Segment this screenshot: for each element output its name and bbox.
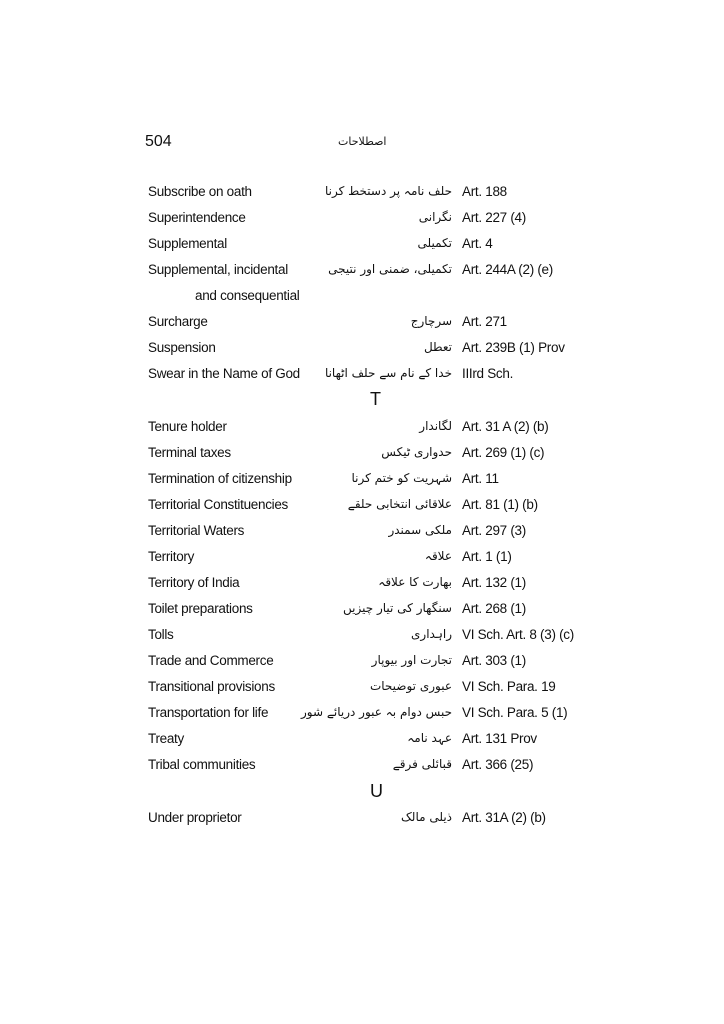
glossary-row	[0, 627, 724, 647]
urdu-term: تکمیلی، ضمنی اور نتیجی	[328, 262, 452, 276]
english-term: Supplemental, incidental	[148, 262, 288, 277]
glossary-row	[0, 471, 724, 491]
page-heading: اصطلاحات	[338, 135, 387, 148]
article-reference: Art. 269 (1) (c)	[462, 445, 545, 460]
urdu-term: عہد نامہ	[407, 731, 452, 745]
glossary-row	[0, 731, 724, 751]
glossary-row	[0, 810, 724, 830]
article-reference: Art. 1 (1)	[462, 549, 512, 564]
article-reference: Art. 303 (1)	[462, 653, 526, 668]
urdu-term: علاقہ	[424, 549, 452, 563]
glossary-row	[0, 497, 724, 517]
glossary-row	[0, 679, 724, 699]
article-reference: Art. 227 (4)	[462, 210, 526, 225]
english-term: Trade and Commerce	[148, 653, 274, 668]
english-term: Suspension	[148, 340, 216, 355]
article-reference: IIIrd Sch.	[462, 366, 514, 381]
english-term: Territorial Waters	[148, 523, 245, 538]
article-reference: Art. 131 Prov	[462, 731, 537, 746]
urdu-term: سرچارج	[410, 314, 452, 328]
glossary-row	[0, 601, 724, 621]
article-reference: Art. 244A (2) (e)	[462, 262, 553, 277]
english-term: Tribal communities	[148, 757, 256, 772]
article-reference: Art. 4	[462, 236, 493, 251]
urdu-term: سنگھار کی تیار چیزیں	[343, 601, 452, 615]
article-reference: Art. 268 (1)	[462, 601, 526, 616]
english-term: Superintendence	[148, 210, 246, 225]
article-reference: VI Sch. Art. 8 (3) (c)	[462, 627, 574, 642]
article-reference: Art. 297 (3)	[462, 523, 526, 538]
glossary-row	[0, 210, 724, 230]
glossary-row	[0, 366, 724, 386]
article-reference: Art. 239B (1) Prov	[462, 340, 565, 355]
urdu-term: لگاندار	[419, 419, 452, 433]
urdu-term: ذیلی مالک	[401, 810, 452, 824]
english-term: Treaty	[148, 731, 184, 746]
urdu-term: حدواری ٹیکس	[381, 445, 452, 459]
article-reference: Art. 11	[462, 471, 499, 486]
glossary-row	[0, 340, 724, 360]
english-term: Surcharge	[148, 314, 208, 329]
article-reference: Art. 31A (2) (b)	[462, 810, 546, 825]
urdu-term: حبس دوام بہ عبور دریائے شور	[300, 705, 452, 719]
english-term: and consequential	[195, 288, 300, 303]
article-reference: Art. 366 (25)	[462, 757, 534, 772]
english-term: Territory of India	[148, 575, 240, 590]
urdu-term: تجارت اور بیوپار	[371, 653, 452, 667]
article-reference: Art. 132 (1)	[462, 575, 526, 590]
english-term: Tenure holder	[148, 419, 227, 434]
english-term: Toilet preparations	[148, 601, 253, 616]
glossary-row	[0, 314, 724, 334]
article-reference: VI Sch. Para. 19	[462, 679, 556, 694]
english-term: Tolls	[148, 627, 174, 642]
section-letter: T	[370, 389, 381, 409]
glossary-row	[0, 419, 724, 439]
urdu-term: خدا کے نام سے حلف اٹھانا	[324, 366, 452, 380]
glossary-row	[0, 705, 724, 725]
urdu-term: تعطل	[423, 340, 452, 354]
glossary-row	[0, 549, 724, 569]
english-term: Territorial Constituencies	[148, 497, 289, 512]
english-term: Transportation for life	[148, 705, 269, 720]
urdu-term: عبوری توضیحات	[369, 679, 452, 693]
english-term: Swear in the Name of God	[148, 366, 300, 381]
english-term: Termination of citizenship	[148, 471, 292, 486]
article-reference: Art. 271	[462, 314, 507, 329]
urdu-term: راہداری	[411, 627, 452, 641]
article-reference: Art. 31 A (2) (b)	[462, 419, 549, 434]
english-term: Subscribe on oath	[148, 184, 252, 199]
english-term: Terminal taxes	[148, 445, 231, 460]
glossary-row	[0, 523, 724, 543]
english-term: Territory	[148, 549, 195, 564]
glossary-row	[0, 445, 724, 465]
glossary-row	[0, 288, 724, 308]
urdu-term: ملکی سمندر	[388, 523, 452, 537]
page-number: 504	[145, 133, 172, 150]
glossary-row	[0, 757, 724, 777]
glossary-row	[0, 653, 724, 673]
article-reference: VI Sch. Para. 5 (1)	[462, 705, 568, 720]
urdu-term: شہریت کو ختم کرنا	[351, 471, 452, 485]
glossary-row	[0, 262, 724, 282]
glossary-row	[0, 184, 724, 204]
urdu-term: تکمیلی	[417, 236, 452, 250]
article-reference: Art. 188	[462, 184, 507, 199]
urdu-term: قبائلی فرقے	[392, 757, 452, 771]
urdu-term: حلف نامہ پر دستخط کرنا	[325, 184, 452, 198]
english-term: Transitional provisions	[148, 679, 275, 694]
article-reference: Art. 81 (1) (b)	[462, 497, 538, 512]
english-term: Supplemental	[148, 236, 227, 251]
urdu-term: بھارت کا علاقہ	[378, 575, 452, 589]
glossary-row	[0, 236, 724, 256]
glossary-row	[0, 575, 724, 595]
urdu-term: نگرانی	[418, 210, 452, 224]
urdu-term: علاقائی انتخابی حلقے	[347, 497, 452, 511]
section-letter: U	[370, 781, 383, 801]
english-term: Under proprietor	[148, 810, 242, 825]
